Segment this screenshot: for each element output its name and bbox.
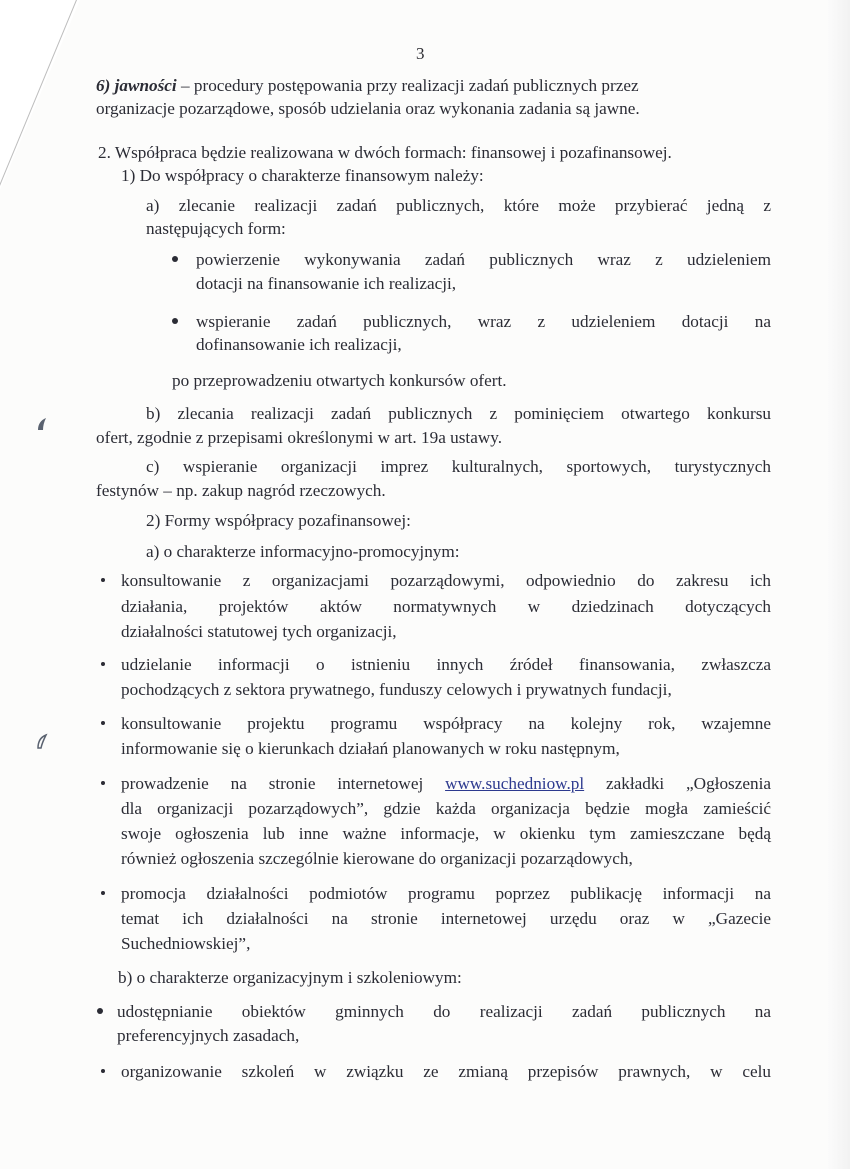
bullet [101,662,105,666]
bullet [97,1008,103,1014]
section-heading: 2. Współpraca będzie realizowana w dwóch formach: finansowej i pozafinansowej. [98,143,672,162]
list-item: dla organizacji pozarządowych”, gdzie każda organizacja będzie mogła zamieścić [121,799,771,818]
page-edge-shadow [828,0,850,1169]
subheading: 2) Formy współpracy pozafinansowej: [146,511,411,530]
subheading: a) o charakterze informacyjno-promocyjnym: [146,542,460,561]
list-item: informowanie się o kierunkach działań planowanych w roku następnym, [121,739,620,758]
paragraph-line: festynów – np. zakup nagród rzeczowych. [96,481,386,500]
bullet [101,1069,105,1073]
bullet [101,578,105,582]
list-item: organizowanie szkoleń w związku ze zmianą przepisów prawnych, w celu [121,1062,771,1081]
bullet [172,318,178,324]
paragraph-line: po przeprowadzeniu otwartych konkursów ofert. [172,371,507,390]
bullet [172,256,178,262]
paragraph-line: 1) Do współpracy o charakterze finansowym należy: [121,166,484,185]
list-item: działania, projektów aktów normatywnych w dziedzinach dotyczących [121,597,771,616]
subheading: b) o charakterze organizacyjnym i szkoleniowym: [118,968,462,987]
paragraph-line: a) zlecanie realizacji zadań publicznych, które może przybierać jedną z [146,196,771,215]
list-item: również ogłoszenia szczególnie kierowane do organizacji pozarządowych, [121,849,633,868]
bullet [101,721,105,725]
list-item: Suchedniowskiej”, [121,934,251,953]
paragraph-line: organizacje pozarządowe, sposób udzielania oraz wykonania zadania są jawne. [96,99,640,118]
paragraph-line: następujących form: [146,219,286,238]
paragraph-line: c) wspieranie organizacji imprez kulturalnych, sportowych, turystycznych [146,457,771,476]
bullet [101,781,105,785]
bullet [101,891,105,895]
paragraph-line: b) zlecania realizacji zadań publicznych z pominięciem otwartego konkursu [146,404,771,423]
list-item: dofinansowanie ich realizacji, [196,335,402,354]
paragraph-line: 6) jawności – procedury postępowania przy realizacji zadań publicznych przez [96,76,639,95]
website-link[interactable]: www.suchedniow.pl [445,774,585,793]
punch-hole-mark [36,416,48,432]
list-item: prowadzenie na stronie internetowej www.suchedniow.pl zakładki „Ogłoszenia [121,774,771,793]
folded-corner [0,0,80,190]
list-item: udostępnianie obiektów gminnych do realizacji zadań publicznych na [117,1002,771,1021]
list-item: swoje ogłoszenia lub inne ważne informacje, w okienku tym zamieszczane będą [121,824,771,843]
list-item: powierzenie wykonywania zadań publicznych wraz z udzieleniem [196,250,771,269]
list-item: udzielanie informacji o istnieniu innych źródeł finansowania, zwłaszcza [121,655,771,674]
list-item: konsultowanie projektu programu współpracy na kolejny rok, wzajemne [121,714,771,733]
list-item: pochodzących z sektora prywatnego, funduszy celowych i prywatnych fundacji, [121,680,672,699]
punch-hole-mark [36,733,48,749]
list-item: konsultowanie z organizacjami pozarządowymi, odpowiednio do zakresu ich [121,571,771,590]
list-item: preferencyjnych zasadach, [117,1026,300,1045]
term-heading: 6) jawności [96,76,177,95]
paragraph-line: ofert, zgodnie z przepisami określonymi w art. 19a ustawy. [96,428,503,447]
list-item: działalności statutowej tych organizacji, [121,622,397,641]
list-item: dotacji na finansowanie ich realizacji, [196,274,457,293]
page-number: 3 [416,44,425,63]
list-item: temat ich działalności na stronie internetowej urzędu oraz w „Gazecie [121,909,771,928]
list-item: wspieranie zadań publicznych, wraz z udzieleniem dotacji na [196,312,771,331]
list-item: promocja działalności podmiotów programu poprzez publikację informacji na [121,884,771,903]
